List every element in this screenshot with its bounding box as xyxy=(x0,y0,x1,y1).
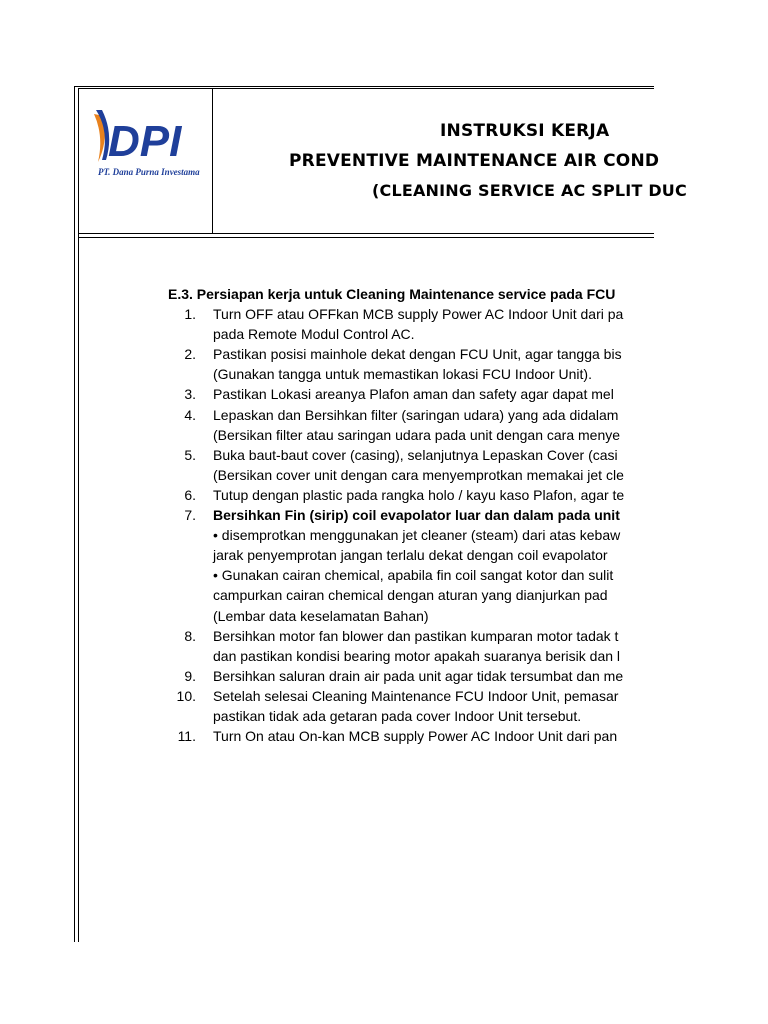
list-item-text: (Bersikan cover unit dengan cara menyemprotkan memakai jet cle xyxy=(213,466,624,483)
list-item-text: jarak penyemprotan jangan terlalu dekat dengan coil evapolator xyxy=(213,547,608,564)
list-item-number: 11. xyxy=(177,728,196,745)
list-item-text: • disemprotkan menggunakan jet cleaner (steam) dari atas kebaw xyxy=(213,527,621,544)
list-item-number: 5. xyxy=(184,446,196,463)
list-item-number: 1. xyxy=(184,306,196,322)
list-item-number: 9. xyxy=(184,667,196,684)
list-item-text: (Lembar data keselamatan Bahan) xyxy=(213,607,429,624)
list-item-text: Bersihkan motor fan blower dan pastikan kumparan motor tadak t xyxy=(213,627,619,644)
title-line-3: (CLEANING SERVICE AC SPLIT DUC xyxy=(372,181,687,200)
list-item-text: Pastikan posisi mainhole dekat dengan FCU Unit, agar tangga bis xyxy=(213,346,622,363)
left-border-outer xyxy=(74,86,75,942)
list-item-text: Setelah selesai Cleaning Maintenance FCU Indoor Unit, pemasar xyxy=(213,687,619,704)
list-item-text: Bersihkan Fin (sirip) coil evapolator luar dan dalam pada unit xyxy=(213,507,620,523)
top-border-outer xyxy=(74,86,654,87)
list-item-number: 4. xyxy=(184,406,196,423)
list-item-text: Turn On atau On-kan MCB supply Power AC Indoor Unit dari pan xyxy=(213,728,618,745)
list-item-text: pada Remote Modul Control AC. xyxy=(213,326,415,343)
title-line-1: INSTRUKSI KERJA xyxy=(440,121,610,141)
list-item-text: Buka baut-baut cover (casing), selanjutnya Lepaskan Cover (casi xyxy=(213,446,618,463)
company-name: PT. Dana Purna Investama xyxy=(98,167,200,177)
list-item-text: (Bersikan filter atau saringan udara pada unit dengan cara menye xyxy=(213,426,621,443)
list-item-text: Bersihkan saluran drain air pada unit agar tidak tersumbat dan me xyxy=(213,667,624,684)
section-title: E.3. Persiapan kerja untuk Cleaning Maintenance service pada FCU xyxy=(168,286,616,302)
list-item-number: 6. xyxy=(184,486,196,503)
list-item-number: 3. xyxy=(184,386,196,403)
list-item-number: 10. xyxy=(176,687,196,704)
list-item-text: Turn OFF atau OFFkan MCB supply Power AC Indoor Unit dari pa xyxy=(213,306,624,322)
list-item-text: (Gunakan tangga untuk memastikan lokasi FCU Indoor Unit). xyxy=(213,366,592,383)
list-item-text: Tutup dengan plastic pada rangka holo / kayu kaso Plafon, agar te xyxy=(213,486,625,503)
list-item-text: Lepaskan dan Bersihkan filter (saringan udara) yang ada didalam xyxy=(213,406,619,423)
header-bottom-inner xyxy=(78,237,654,238)
list-item-text: Pastikan Lokasi areanya Plafon aman dan safety agar dapat mel xyxy=(213,386,614,403)
list-item-text: dan pastikan kondisi bearing motor apakah suaranya berisik dan l xyxy=(213,647,621,664)
logo-cell xyxy=(78,88,212,234)
list-item-text: • Gunakan cairan chemical, apabila fin coil sangat kotor dan sulit xyxy=(213,567,614,584)
logo-text: DPI xyxy=(108,117,182,166)
list-item-number: 2. xyxy=(184,346,196,363)
list-item-number: 7. xyxy=(184,507,196,523)
header-divider xyxy=(212,88,213,234)
dpi-logo-icon xyxy=(92,106,192,166)
title-line-2: PREVENTIVE MAINTENANCE AIR COND xyxy=(289,151,660,171)
list-item-text: pastikan tidak ada getaran pada cover Indoor Unit tersebut. xyxy=(213,708,582,724)
list-item-number: 8. xyxy=(184,627,196,644)
list-item-text: campurkan cairan chemical dengan aturan yang dianjurkan pad xyxy=(213,587,608,604)
